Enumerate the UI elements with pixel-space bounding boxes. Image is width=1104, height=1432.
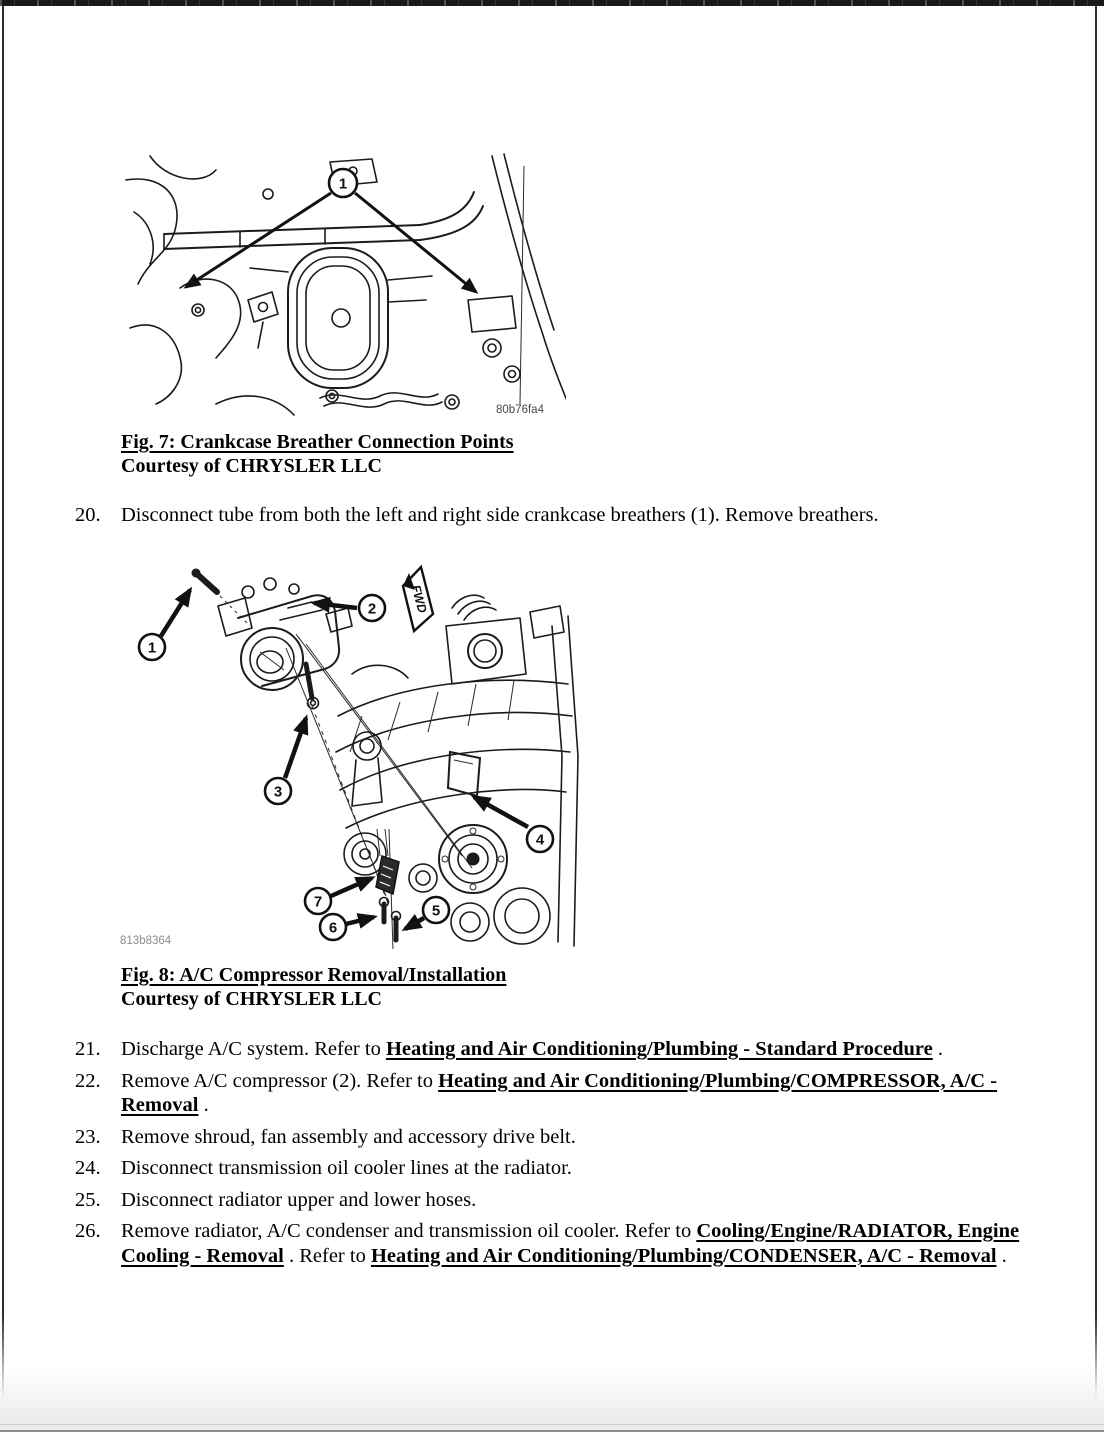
figure7-caption-title: Fig. 7: Crankcase Breather Connection Points xyxy=(121,431,514,453)
callout-number-2: 2 xyxy=(367,600,377,618)
page-bottom-edge xyxy=(0,1424,1104,1432)
clipped-previous-content-strip xyxy=(0,0,1104,6)
fwd-label: FWD xyxy=(408,583,430,615)
step-text xyxy=(121,1125,1042,1150)
step-text-segment: Disconnect radiator upper and lower hoses. xyxy=(121,1188,477,1211)
callout-number-4: 4 xyxy=(535,831,545,849)
step-text-segment: . xyxy=(996,1244,1007,1267)
procedure-step-25 xyxy=(75,1188,1042,1213)
step-text-segment: . Refer to xyxy=(283,1244,371,1267)
callout-number-5: 5 xyxy=(431,902,441,920)
procedure-step-26 xyxy=(75,1219,1042,1268)
callout-number-7: 7 xyxy=(313,893,323,911)
page-bottom-shadow xyxy=(0,1366,1104,1424)
step-text-segment: . xyxy=(198,1094,209,1116)
reference-link[interactable]: Heating and Air Conditioning/Plumbing - Standard Procedure xyxy=(385,1038,933,1060)
callout-number-6: 6 xyxy=(328,919,338,937)
figure7-crankcase-breather-diagram xyxy=(120,152,566,420)
step-number: 24. xyxy=(75,1157,101,1179)
figure8-caption xyxy=(121,963,506,1011)
figure8-caption-credit: Courtesy of CHRYSLER LLC xyxy=(121,988,382,1010)
procedure-step-20 xyxy=(75,503,1042,528)
fwd-direction-banner xyxy=(403,567,433,631)
procedure-step-24 xyxy=(75,1156,1042,1181)
step-number: 26. xyxy=(75,1220,101,1242)
step-text-segment: . xyxy=(932,1038,943,1060)
procedure-steps-20 xyxy=(75,503,1042,535)
step-text-segment: Disconnect tube from both the left and right side crankcase breathers (1). Remove breathers. xyxy=(121,504,879,526)
callout-number-1: 1 xyxy=(338,175,348,193)
figure7-caption-credit: Courtesy of CHRYSLER LLC xyxy=(121,455,382,477)
reference-link[interactable]: Heating and Air Conditioning/Plumbing/COMPRESSOR, A/C - Removal xyxy=(121,1069,998,1116)
figure7-caption xyxy=(121,430,514,478)
step-text xyxy=(121,1069,1042,1118)
step-text-segment: Disconnect transmission oil cooler lines at the radiator. xyxy=(121,1157,572,1179)
callout-1-pointer xyxy=(186,169,476,292)
callout-number-1: 1 xyxy=(147,639,157,657)
figure7-image-code: 80b76fa4 xyxy=(496,404,544,416)
procedure-steps-21-26 xyxy=(75,1037,1042,1275)
procedure-step-22 xyxy=(75,1069,1042,1118)
page-border-right xyxy=(1095,6,1097,1398)
step-number: 22. xyxy=(75,1069,101,1092)
step-number: 23. xyxy=(75,1125,101,1148)
procedure-step-23 xyxy=(75,1125,1042,1150)
reference-link[interactable]: Heating and Air Conditioning/Plumbing/CONDENSER, A/C - Removal xyxy=(370,1244,997,1267)
step-number: 21. xyxy=(75,1038,101,1060)
step-text xyxy=(121,1188,1042,1213)
step-text-segment: Discharge A/C system. Refer to xyxy=(121,1038,386,1060)
step-text xyxy=(121,1219,1042,1268)
figure8-ac-compressor-diagram xyxy=(100,556,580,950)
step-text-segment: Remove radiator, A/C condenser and transmission oil cooler. Refer to xyxy=(121,1220,697,1242)
figure8-caption-title: Fig. 8: A/C Compressor Removal/Installation xyxy=(121,964,507,986)
step-text xyxy=(121,1037,1042,1062)
page-border-left xyxy=(2,6,4,1398)
step-number: 25. xyxy=(75,1188,101,1211)
step-text-segment: Remove A/C compressor (2). Refer to xyxy=(121,1069,439,1092)
callout-number-3: 3 xyxy=(273,783,283,801)
procedure-step-21 xyxy=(75,1037,1042,1062)
step-text xyxy=(121,503,1042,528)
reference-link[interactable]: Cooling/Engine/RADIATOR, Engine Cooling - Removal xyxy=(121,1220,1020,1267)
figure8-image-code: 813b8364 xyxy=(120,935,172,947)
compressor-line-art xyxy=(192,569,579,950)
step-text-segment: Remove shroud, fan assembly and accessory drive belt. xyxy=(121,1125,576,1148)
step-text xyxy=(121,1156,1042,1181)
step-number: 20. xyxy=(75,504,101,526)
